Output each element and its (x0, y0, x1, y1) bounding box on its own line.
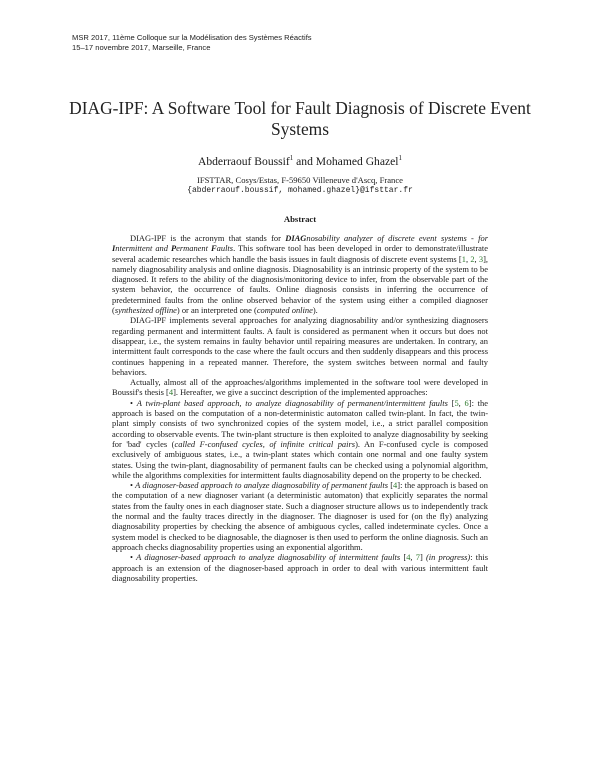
text-run: Actually, almost all of the approaches/algorithms implemented in the software tool were developed in Boussif's thesis [ (112, 377, 488, 398)
emphasis: I (112, 243, 116, 254)
header-date-line: 15–17 novembre 2017, Marseille, France (72, 42, 211, 52)
abstract-paragraph: DIAG-IPF implements several approaches for analyzing diagnosability and/or synthesizing diagnosers regarding permanent and intermittent faults. A fault is considered as permanent when it occurs but does not disappear, i.e., the system remains in faulty behavior until repairing measures are undertaken. In contrary, an intermittent fault corresponds to the case where the fault occurs and then suddenly disappears and this process continues happening in a repeated manner. Therefore, the system switches between normal and faulty behaviors. (112, 315, 488, 377)
text-run: [ (400, 552, 407, 563)
text-run: ). An F-confused cycle is composed exclusively of ambiguous states, i.e., a twin-plant states which contain one normal and one faulty system states. Using the twin-plant, diagnosability of permanent faults can be checked using a polynomial algorithm, while the algorithms complexities for intermittent faults diagnosability depend on the property to be checked. (112, 438, 488, 480)
emphasis: (in progress) (425, 552, 471, 563)
paper-title: DIAG-IPF: A Software Tool for Fault Diagnosis of Discrete Event Systems (69, 98, 531, 139)
header-conference-line: MSR 2017, 11ème Colloque sur la Modélisation des Systèmes Réactifs (72, 33, 312, 42)
affiliation-address: IFSTTAR, Cosys/Estas, F-59650 Villeneuve d'Ascq, France (197, 175, 403, 185)
abstract-body (112, 233, 488, 583)
citation-link[interactable]: 7 (415, 552, 420, 563)
text-run: . This software tool has been developed in order to demonstrate/illustrate several academic researches which handle the basis issues in fault diagnosis of discrete event systems [ (112, 243, 489, 264)
text-run: ]: the approach is based on the computation of a new diagnoser variant (a deterministic automaton) that explicitly separates the normal states from the faulty ones in each diagnoser state. Such a diagnoser structure allows us to independently track the normal and the faulty traces directly in the diagnoser. The diagnoser is used for (on the fly) analyzing diagnosability properties by checking the absence of ambiguous cycles, called indeterminate cycles. Once a system model is checked to be diagnosable, the diagnoser is then used to perform the online diagnosis. Such an approach checks diagnosability properties using an exponential algorithm. (112, 480, 488, 552)
text-run: : this approach is an extension of the diagnoser-based approach in order to deal with various intermittent fault diagnosability properties. (112, 552, 488, 583)
emphasis: computed online (256, 305, 313, 316)
bullet-marker: • (130, 397, 137, 408)
bullet-marker: • (130, 480, 136, 491)
text-run: ). (312, 305, 318, 316)
citation-link[interactable]: 5 (454, 397, 459, 408)
affiliation-marker: 1 (398, 154, 403, 162)
emphasis: synthesized offline (114, 305, 177, 316)
bullet-marker: • (130, 552, 137, 563)
text-run: [ (447, 397, 455, 408)
author-line (60, 151, 540, 169)
text-run: [ (388, 480, 394, 491)
emphasis: nosability analyzer of discrete event systems - for (306, 233, 488, 243)
emphasis: DIAG (285, 233, 307, 243)
emphasis: called F-confused cycles, of infinite critical pairs (174, 438, 356, 449)
author-emails: {abderraouf.boussif, mohamed.ghazel}@ifsttar.fr (187, 185, 413, 195)
text-run: , (474, 253, 479, 264)
text-run: ) or an interpreted one ( (176, 305, 257, 316)
page-header (72, 33, 312, 52)
emphasis: ermanent (176, 243, 211, 254)
text-run: ]: the approach is based on the computation of a non-deterministic automaton called twin-plant. In fact, the twin-plant simply consists of two synchronized copies of the system model, i.e., a strict parallel composition according to observable events. The twin-plant structure is then exploited to analyze diagnosability by seeking for 'bad' cycles ( (112, 397, 488, 449)
abstract-paragraph (112, 233, 488, 315)
text-run: , (458, 397, 465, 408)
author-conjunction: and (293, 154, 316, 168)
approach-bullet (112, 552, 488, 583)
citation-link[interactable]: 2 (470, 253, 475, 264)
affiliation-marker: 1 (289, 154, 294, 162)
emphasis: ntermittent and (115, 243, 171, 254)
citation-link[interactable]: 1 (461, 253, 466, 264)
bullet-heading: A twin-plant based approach, to analyze diagnosability of permanent/intermittent faults (136, 397, 448, 408)
affiliation-block (60, 175, 540, 196)
emphasis: F (211, 243, 217, 254)
text-run: , (410, 552, 416, 563)
author-name: Abderraouf Boussif (197, 154, 290, 168)
citation-link[interactable]: 4 (393, 480, 398, 491)
text-run: DIAG-IPF is the acronym that stands for (130, 233, 286, 243)
citation-link[interactable]: 4 (406, 552, 411, 563)
approach-bullet (112, 480, 488, 552)
abstract-paragraph (112, 377, 488, 398)
bullet-heading: A diagnoser-based approach to analyze diagnosability of intermittent faults (136, 552, 401, 563)
emphasis: P (170, 243, 177, 254)
citation-link[interactable]: 3 (478, 253, 484, 264)
text-run: ]. Hereafter, we give a succinct description of the implemented approaches: (173, 387, 428, 398)
citation-link[interactable]: 4 (168, 387, 174, 398)
abstract-heading: Abstract (283, 214, 317, 224)
text-run: ] (419, 552, 426, 563)
text-run: ], namely diagnosability analysis and online diagnosis. Diagnosability is an intrinsic property of the system to be diagnosed. It refers to the ability of the diagnosis/monitoring device to infer, from the observable part of the system behavior, the occurrence of faults. Online diagnosis consists in inferring the occurrence of predetermined faults from the online observed behavior of the system using either a compiled diagnoser ( (112, 253, 489, 316)
author-name: Mohamed Ghazel (315, 154, 399, 168)
bullet-heading: A diagnoser-based approach to analyze diagnosability of permanent faults (135, 480, 389, 491)
approach-bullet (112, 398, 488, 480)
text-run: , (465, 253, 471, 264)
citation-link[interactable]: 6 (464, 397, 469, 408)
emphasis: aults (216, 243, 234, 254)
